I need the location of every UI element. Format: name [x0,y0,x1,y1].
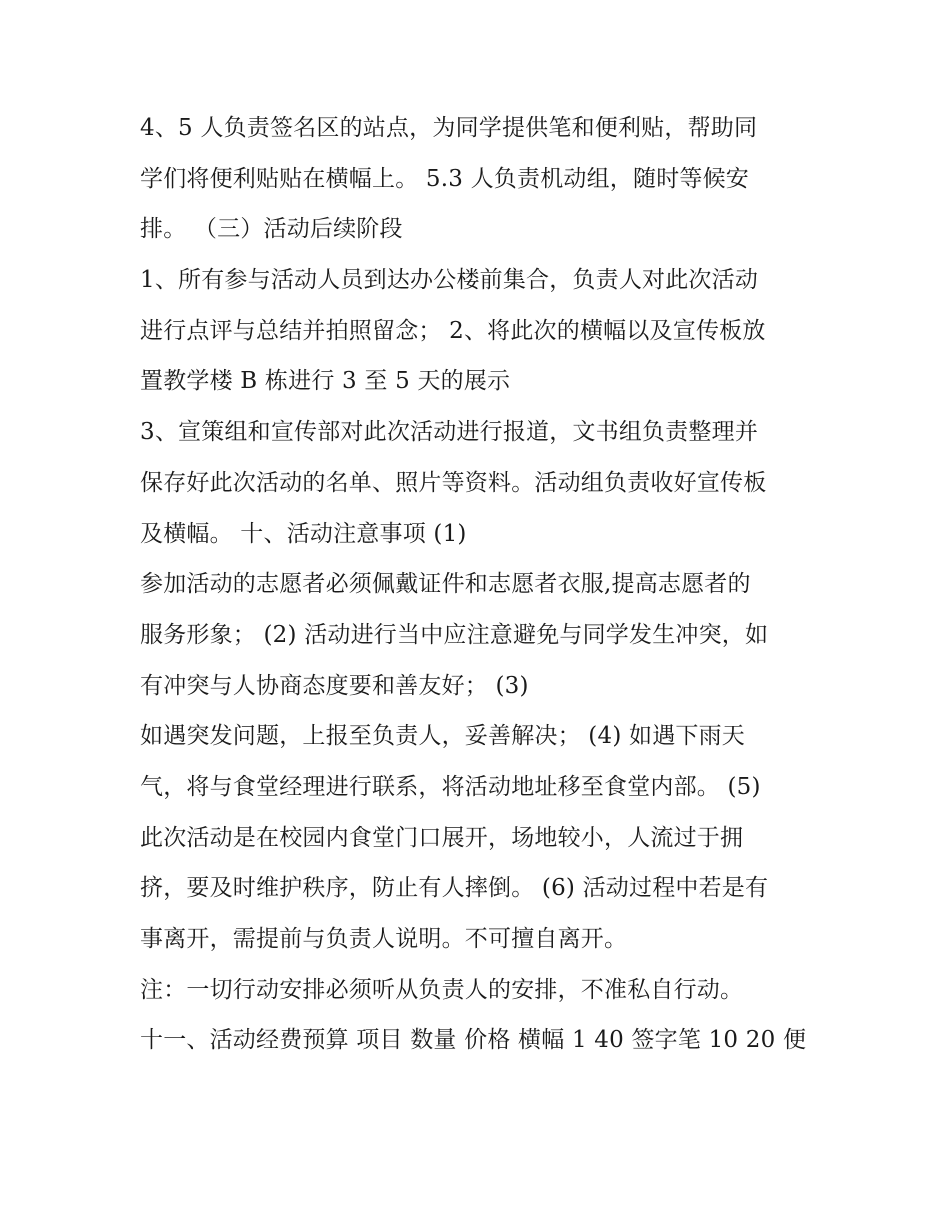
text-line-10: 参加活动的志愿者必须佩戴证件和志愿者衣服,提高志愿者的 [140,571,751,598]
text-line-14: 气，将与食堂经理进行联系，将活动地址移至食堂内部。 (5) [140,773,761,800]
text-line-9: 及横幅。 十、活动注意事项 (1) [140,520,467,547]
text-line-17: 事离开，需提前与负责人说明。不可擅自离开。 [140,926,628,952]
text-line-19: 十一、活动经费预算 项目 数量 价格 横幅 1 40 签字笔 10 20 便 [140,1027,807,1054]
text-line-18: 注：一切行动安排必须听从负责人的安排，不准私自行动。 [140,976,744,1003]
text-line-3: 排。 （三）活动后续阶段 [140,216,403,243]
text-line-15: 此次活动是在校园内食堂门口展开，场地较小，人流过于拥 [140,824,744,851]
text-line-13: 如遇突发问题，上报至负责人，妥善解决； (4) 如遇下雨天 [140,723,746,750]
text-line-2: 学们将便利贴贴在横幅上。 5.3 人负责机动组，随时等候安 [140,165,749,192]
text-line-1: 4、5 人负责签名区的站点，为同学提供笔和便利贴，帮助同 [140,115,758,141]
text-line-11: 服务形象； (2) 活动进行当中应注意避免与同学发生冲突，如 [140,621,769,648]
text-line-12: 有冲突与人协商态度要和善友好； (3) [140,672,529,699]
text-line-7: 3、宣策组和宣传部对此次活动进行报道，文书组负责整理并 [140,419,759,446]
text-line-16: 挤，要及时维护秩序，防止有人摔倒。 (6) 活动过程中若是有 [140,875,769,902]
text-line-6: 置教学楼 B 栋进行 3 至 5 天的展示 [140,368,511,395]
text-line-4: 1、所有参与活动人员到达办公楼前集合，负责人对此次活动 [140,267,759,294]
text-line-5: 进行点评与总结并拍照留念； 2、将此次的横幅以及宣传板放 [140,317,766,344]
text-line-8: 保存好此次活动的名单、照片等资料。活动组负责收好宣传板 [140,469,767,496]
document-body [140,103,820,1066]
